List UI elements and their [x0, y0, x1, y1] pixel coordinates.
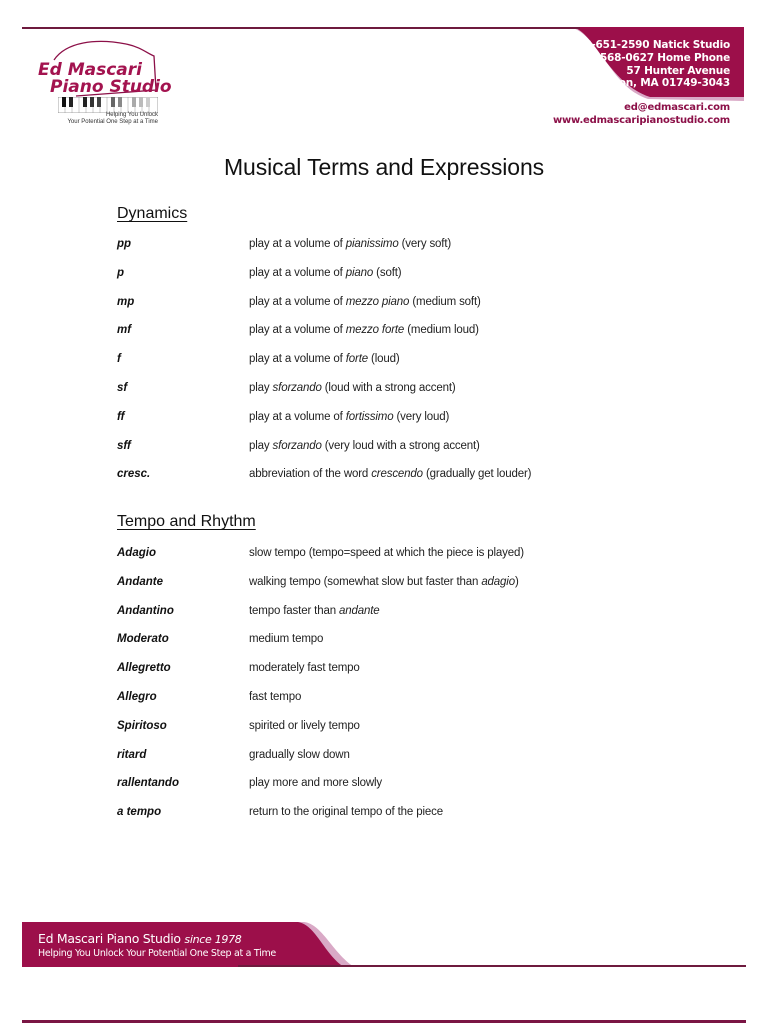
term-definition: slow tempo (tempo=speed at which the piece is played) — [249, 547, 524, 559]
website-link[interactable]: www.edmascaripianostudio.com — [552, 114, 730, 126]
logo-line2: Piano Studio — [50, 77, 172, 97]
studio-logo — [36, 38, 172, 128]
term-definition: play sforzando (loud with a strong accent) — [249, 382, 456, 394]
term-name: ritard — [117, 748, 147, 761]
footer-studio-name: Ed Mascari Piano Studio since 1978 — [38, 931, 242, 946]
term-name: p — [117, 266, 125, 279]
studio-phone: 508-651-2590 Natick Studio — [570, 39, 730, 51]
term-name: cresc. — [117, 468, 151, 481]
term-name: pp — [117, 238, 132, 250]
term-definition: play at a volume of pianissimo (very soft) — [249, 238, 452, 250]
logo-line1: Ed Mascari — [38, 60, 142, 80]
term-name: Moderato — [117, 633, 169, 646]
footer-banner — [22, 922, 746, 967]
term-name: Andantino — [117, 604, 174, 617]
term-name: sff — [117, 439, 131, 452]
term-definition: play at a volume of forte (loud) — [249, 353, 400, 366]
contact-info — [570, 39, 730, 90]
logo-tagline: Helping You Unlock Your Potential One Step at a Time — [67, 112, 158, 125]
term-definition: fast tempo — [249, 691, 302, 703]
section-heading-dynamics: Dynamics — [117, 205, 188, 222]
term-name: rallentando — [117, 777, 179, 790]
term-definition: moderately fast tempo — [249, 662, 360, 675]
street-address: 57 Hunter Avenue — [626, 64, 730, 77]
term-definition: play sforzando (very loud with a strong accent) — [249, 439, 480, 452]
term-name: mp — [117, 295, 135, 308]
piano-keys-icon — [58, 97, 158, 113]
term-definition: play at a volume of mezzo piano (medium soft) — [249, 295, 481, 308]
term-definition: play at a volume of fortissimo (very loud) — [249, 410, 450, 423]
city-address: Hudson, MA 01749-3043 — [589, 77, 730, 90]
term-definition: spirited or lively tempo — [249, 719, 360, 732]
term-name: sf — [117, 382, 128, 394]
page-title: Musical Terms and Expressions — [223, 154, 545, 180]
term-name: a tempo — [117, 806, 162, 819]
term-definition: tempo faster than andante — [249, 604, 380, 617]
term-definition: gradually slow down — [249, 748, 350, 761]
term-definition: play at a volume of mezzo forte (medium loud) — [249, 324, 479, 337]
term-name: Allegretto — [117, 662, 171, 675]
term-name: Andante — [117, 575, 163, 588]
term-name: ff — [117, 410, 125, 423]
term-name: f — [117, 353, 121, 366]
term-definition: medium tempo — [249, 633, 324, 646]
email-link[interactable]: ed@edmascari.com — [624, 102, 730, 113]
term-name: mf — [117, 324, 132, 337]
term-name: Adagio — [117, 547, 156, 559]
bottom-rule — [22, 1020, 746, 1023]
term-definition: walking tempo (somewhat slow but faster than adagio) — [249, 575, 519, 588]
section-heading-tempo: Tempo and Rhythm — [117, 513, 256, 530]
term-definition: play at a volume of piano (soft) — [249, 266, 402, 279]
home-phone: 978-568-0627 Home Phone — [574, 51, 730, 64]
footer-rule — [238, 965, 746, 967]
web-contact — [553, 102, 730, 127]
term-definition: return to the original tempo of the piece — [249, 806, 443, 819]
term-definition: play more and more slowly — [249, 777, 383, 790]
term-definition: abbreviation of the word crescendo (gradually get louder) — [249, 468, 532, 481]
term-name: Spiritoso — [117, 719, 167, 732]
term-name: Allegro — [117, 691, 157, 703]
footer-tagline: Helping You Unlock Your Potential One Step at a Time — [38, 948, 276, 959]
